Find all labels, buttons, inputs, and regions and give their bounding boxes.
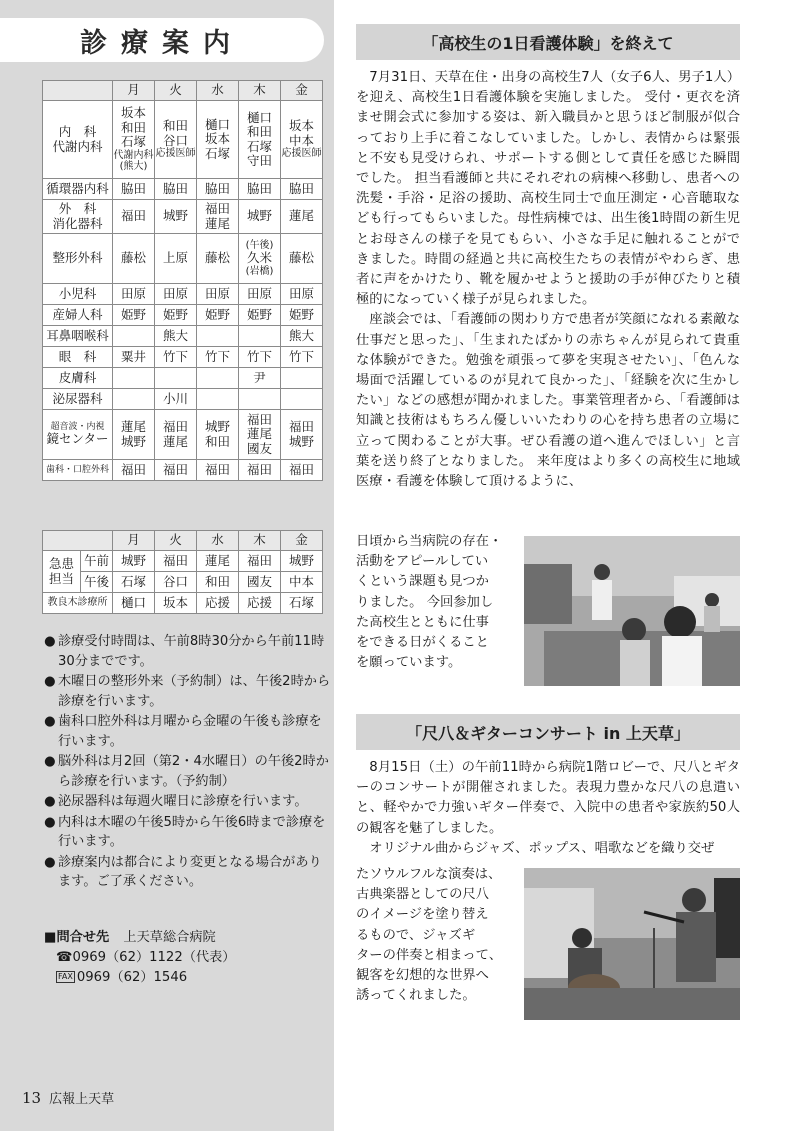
doctor-name: 福田 <box>204 201 230 217</box>
doctor-name: 福田 <box>120 208 146 224</box>
schedule-cell <box>113 200 155 234</box>
department-cell <box>43 460 113 481</box>
table-row <box>43 551 323 572</box>
doctor-name: 福田 <box>162 461 188 477</box>
section-title-bar <box>0 18 324 62</box>
schedule-cell <box>113 368 155 389</box>
table-cell: 谷口 <box>155 572 197 593</box>
department-label: 眼 科 <box>58 348 97 364</box>
publication-name: 広報上天草 <box>49 1092 115 1107</box>
note-text: 歯科口腔外科は月曜から金曜の午後も診療を行います。 <box>58 714 322 749</box>
photo-illustration <box>524 868 740 1020</box>
department-label: 鏡センター <box>46 431 109 447</box>
note-text: 木曜日の整形外来（予約制）は、午後2時から診療を行います。 <box>58 674 331 709</box>
department-label: 循環器内科 <box>46 180 109 196</box>
schedule-cell <box>239 389 281 410</box>
doctor-name: (熊大) <box>119 161 148 173</box>
schedule-cell <box>239 368 281 389</box>
doctor-name: 樋口 <box>246 109 272 125</box>
wrap-line: を願っています。 <box>356 655 462 671</box>
header-corner <box>43 81 113 101</box>
department-cell <box>43 200 113 234</box>
department-label: 超音波・内視 <box>50 422 105 433</box>
doctor-name: 坂本 <box>288 118 314 134</box>
department-cell <box>43 234 113 284</box>
article-paragraph: 座談会では、「看護師の関わり方で患者が笑顔になれる素敵な仕事だと思った」、「生まれたばかりの赤ちゃんが見られて貴重な体験ができた。勉強を頑張って夢を実現させたい」、「色んな場面で活躍しているのが見れて良かった」、「経験を次に生かしたい」などの感想が聞かれました。事業管理者から、「看護師は知識と技術はもちろん優しいいたわりの心を持ち患者の立場に立って関わることが大事。ぜひ看護の道へ進んでほしい」と言葉を送り終了となりました。 来年度はより多くの高校生に地域医療・看護を体験して頂けるように、 <box>356 312 740 490</box>
doctor-name: 和田 <box>120 119 146 135</box>
note-item <box>44 752 334 791</box>
photo-illustration <box>524 536 740 686</box>
doctor-name: 熊大 <box>162 327 188 343</box>
schedule-cell <box>281 179 323 200</box>
table-cell: 城野 <box>113 551 155 572</box>
table-row <box>43 347 323 368</box>
doctor-name: 蓮尾 <box>246 426 272 442</box>
article-paragraph: 7月31日、天草在住・出身の高校生7人（女子6人、男子1人）を迎え、高校生1日看護体験を実施しました。 受付・更衣を済ませ開会式に参加する姿は、新入職員かと思うほど制服が似合っており上手に着こなしていました。しかし、表情からは緊張と不安も見受けられ、サポートする側として責任を感じた瞬間でした。 担当看護師と共にそれぞれの病棟へ移動し、患者への洗髪・手浴・足浴の援助、高校生同士で血圧測定・心音聴取なども行ってもらいました。母性病棟では、出生後1時間の新生児とお母さんの様子を見てもらい、小さな手足に触れることができました。時間の経過と共に高校生たちの表情がやわらぎ、患者に声をかけたり、靴を履かせようと援助の手が伸びたりと積極的になっていく様子が見られました。 <box>356 70 740 308</box>
table-cell: 福田 <box>239 551 281 572</box>
note-item <box>44 672 334 711</box>
header-day: 月 <box>113 81 155 101</box>
schedule-cell <box>113 284 155 305</box>
article-title-bar <box>356 24 740 60</box>
doctor-name: 脇田 <box>204 180 230 196</box>
table-cell: 城野 <box>281 551 323 572</box>
wrap-line: をできる日がくること <box>356 635 489 651</box>
schedule-cell <box>281 368 323 389</box>
nursing-experience-photo <box>524 536 740 686</box>
doctor-name: 蓮尾 <box>204 215 230 231</box>
schedule-cell <box>155 284 197 305</box>
phone-icon: ☎ <box>56 950 73 965</box>
doctor-name: 姫野 <box>246 306 272 322</box>
table-header-row <box>43 81 323 101</box>
doctor-name: 熊大 <box>288 327 314 343</box>
note-item <box>44 712 334 751</box>
article-body <box>356 758 740 859</box>
emergency-label-line: 急患 <box>48 556 74 572</box>
doctor-name: 福田 <box>162 419 188 435</box>
table-header-row <box>43 531 323 551</box>
bullet-icon: ● <box>44 634 56 649</box>
header-day: 木 <box>239 81 281 101</box>
doctor-name: 応援医師 <box>155 148 196 160</box>
pm-label: 午後 <box>81 572 113 593</box>
contact-label: ■問合せ先 <box>44 930 110 945</box>
header-day: 火 <box>155 531 197 551</box>
doctor-name: 和田 <box>162 118 188 134</box>
table-cell: 蓮尾 <box>197 551 239 572</box>
department-label: 外 科 <box>58 201 97 217</box>
schedule-cell <box>281 347 323 368</box>
schedule-cell <box>197 284 239 305</box>
wrap-line: のイメージを塗り替え <box>356 907 489 923</box>
clinic-schedule-table <box>42 80 323 481</box>
table-row <box>43 179 323 200</box>
doctor-name: 田原 <box>120 285 146 301</box>
schedule-cell <box>281 460 323 481</box>
doctor-name: 樋口 <box>204 116 230 132</box>
doctor-name: 藤松 <box>288 250 314 266</box>
wrap-line: 誘ってくれました。 <box>356 988 476 1004</box>
schedule-cell <box>197 368 239 389</box>
doctor-name: 國友 <box>246 440 272 456</box>
schedule-cell <box>155 460 197 481</box>
schedule-cell <box>239 460 281 481</box>
header-corner <box>43 531 113 551</box>
bullet-icon: ● <box>44 674 56 689</box>
doctor-name: 応援医師 <box>281 148 322 160</box>
doctor-name: 竹下 <box>288 348 314 364</box>
article-body <box>356 68 740 492</box>
department-cell <box>43 368 113 389</box>
table-row <box>43 368 323 389</box>
schedule-cell <box>281 234 323 284</box>
doctor-name: 脇田 <box>120 180 146 196</box>
schedule-cell <box>155 305 197 326</box>
schedule-cell <box>113 179 155 200</box>
department-cell <box>43 101 113 179</box>
article-wrap-text <box>356 532 520 673</box>
table-cell: 石塚 <box>281 593 323 614</box>
schedule-cell <box>113 460 155 481</box>
department-label: 代謝内科 <box>52 138 103 154</box>
contact-org: 上天草総合病院 <box>123 930 216 945</box>
header-day: 金 <box>281 81 323 101</box>
schedule-cell <box>197 101 239 179</box>
schedule-cell <box>155 347 197 368</box>
schedule-cell <box>239 326 281 347</box>
schedule-cell <box>281 326 323 347</box>
schedule-cell <box>281 284 323 305</box>
schedule-cell <box>281 200 323 234</box>
doctor-name: 竹下 <box>204 348 230 364</box>
department-label: 消化器科 <box>52 215 103 231</box>
table-cell: 応援 <box>197 593 239 614</box>
table-row <box>43 305 323 326</box>
doctor-name: 姫野 <box>204 306 230 322</box>
table-row <box>43 460 323 481</box>
note-text: 脳外科は月2回（第2・4水曜日）の午後2時から診療を行います。（予約制） <box>58 754 329 789</box>
section-title: 診療案内 <box>80 27 244 59</box>
department-label: 内 科 <box>58 124 97 140</box>
am-label: 午前 <box>81 551 113 572</box>
department-cell <box>43 284 113 305</box>
table-row <box>43 200 323 234</box>
emergency-label-line: 担当 <box>48 570 74 586</box>
note-item <box>44 853 334 892</box>
doctor-name: 田原 <box>246 285 272 301</box>
page-number: 13 <box>22 1089 42 1107</box>
doctor-name: 石塚 <box>246 138 272 154</box>
doctor-name: 藤松 <box>204 250 230 266</box>
doctor-name: 蓮尾 <box>120 419 146 435</box>
schedule-cell <box>155 179 197 200</box>
doctor-name: 姫野 <box>162 306 188 322</box>
article-title: 「尺八＆ギターコンサート in 上天草」 <box>406 723 690 743</box>
emergency-schedule-table <box>42 530 323 614</box>
table-row <box>43 389 323 410</box>
doctor-name: 田原 <box>288 285 314 301</box>
bullet-icon: ● <box>44 794 56 809</box>
table-row <box>43 410 323 460</box>
department-label: 整形外科 <box>52 250 103 266</box>
bullet-icon: ● <box>44 714 56 729</box>
doctor-name: 脇田 <box>246 180 272 196</box>
doctor-name: 守田 <box>246 152 272 168</box>
contact-tel: 0969（62）1122（代表） <box>72 950 236 965</box>
doctor-name: 上原 <box>162 250 188 266</box>
schedule-cell <box>113 101 155 179</box>
department-label: 耳鼻咽喉科 <box>46 327 109 343</box>
table-cell: 樋口 <box>113 593 155 614</box>
bullet-icon: ● <box>44 854 56 870</box>
schedule-cell <box>239 200 281 234</box>
doctor-name: 福田 <box>246 411 272 427</box>
doctor-name: 福田 <box>204 461 230 477</box>
doctor-name: 中本 <box>288 132 314 148</box>
schedule-cell <box>239 410 281 460</box>
wrap-line: 観客を幻想的な世界へ <box>356 968 489 984</box>
note-item <box>44 813 334 852</box>
schedule-cell <box>197 200 239 234</box>
doctor-name: 福田 <box>246 461 272 477</box>
doctor-name: 尹 <box>253 369 266 385</box>
schedule-cell <box>197 389 239 410</box>
table-row <box>43 234 323 284</box>
bullet-icon: ● <box>44 754 56 769</box>
schedule-cell <box>155 410 197 460</box>
schedule-cell <box>239 101 281 179</box>
doctor-name: 石塚 <box>120 134 146 150</box>
doctor-name: 坂本 <box>120 105 146 121</box>
schedule-cell <box>197 460 239 481</box>
wrap-line: 活動をアピールしてい <box>356 554 489 570</box>
table-row <box>43 101 323 179</box>
schedule-cell <box>239 305 281 326</box>
header-day: 水 <box>197 531 239 551</box>
notes-list <box>44 632 334 893</box>
article-title: 「高校生の1日看護体験」を終えて <box>422 33 674 53</box>
department-cell <box>43 326 113 347</box>
doctor-name: 城野 <box>246 208 272 224</box>
doctor-name: 福田 <box>120 461 146 477</box>
schedule-cell <box>281 389 323 410</box>
schedule-cell <box>113 347 155 368</box>
note-text: 泌尿器科は毎週火曜日に診療を行います。 <box>58 794 308 809</box>
wrap-line: た高校生とともに仕事 <box>356 614 489 630</box>
schedule-cell <box>113 305 155 326</box>
emergency-label <box>43 551 81 593</box>
schedule-cell <box>239 179 281 200</box>
table-row <box>43 284 323 305</box>
wrap-line: ターの伴奏と相まって、 <box>356 947 502 963</box>
table-cell: 和田 <box>197 572 239 593</box>
schedule-cell <box>239 284 281 305</box>
wrap-line: りました。 今回参加し <box>356 594 494 610</box>
schedule-cell <box>155 200 197 234</box>
doctor-name: 和田 <box>246 124 272 140</box>
table-row <box>43 326 323 347</box>
table-row <box>43 593 323 614</box>
doctor-name: 城野 <box>120 433 146 449</box>
schedule-cell <box>197 326 239 347</box>
contact-fax: 0969（62）1546 <box>76 970 188 985</box>
note-text: 診療案内は都合により変更となる場合があります。ご了承ください。 <box>58 854 322 889</box>
doctor-name: 脇田 <box>288 180 314 196</box>
department-label: 産婦人科 <box>52 306 103 322</box>
department-cell <box>43 410 113 460</box>
schedule-cell <box>155 234 197 284</box>
doctor-name: 小川 <box>162 390 188 406</box>
header-day: 火 <box>155 81 197 101</box>
department-cell <box>43 305 113 326</box>
doctor-name: 粟井 <box>120 348 146 364</box>
note-text: 診療受付時間は、午前8時30分から午前11時30分までです。 <box>58 634 325 669</box>
schedule-cell <box>155 389 197 410</box>
wrap-line: たソウルフルな演奏は、 <box>356 867 502 882</box>
contact-block <box>44 928 235 988</box>
doctor-name: 田原 <box>204 285 230 301</box>
table-cell: 福田 <box>155 551 197 572</box>
department-cell <box>43 179 113 200</box>
note-item <box>44 792 334 812</box>
schedule-cell <box>197 234 239 284</box>
doctor-name: 城野 <box>162 208 188 224</box>
doctor-name: 石塚 <box>204 145 230 161</box>
doctor-name: 福田 <box>288 419 314 435</box>
doctor-name: 坂本 <box>204 131 230 147</box>
doctor-name: (岩橋) <box>245 265 274 277</box>
schedule-cell <box>239 347 281 368</box>
article-paragraph: 8月15日（土）の午前11時から病院1階ロビーで、尺八とギターのコンサートが開催されました。表現力豊かな尺八の息遣いと、軽やかで力強いギター伴奏で、入院中の患者や家族約50人の観客を魅了しました。 <box>356 760 740 836</box>
schedule-cell <box>113 389 155 410</box>
table-row <box>43 572 323 593</box>
article-title-bar <box>356 714 740 750</box>
header-day: 木 <box>239 531 281 551</box>
wrap-line: 日頃から当病院の存在・ <box>356 534 503 549</box>
header-day: 水 <box>197 81 239 101</box>
schedule-cell <box>281 410 323 460</box>
table-cell: 応援 <box>239 593 281 614</box>
doctor-name: 姫野 <box>288 306 314 322</box>
table-cell: 國友 <box>239 572 281 593</box>
table-cell: 坂本 <box>155 593 197 614</box>
article-wrap-text <box>356 865 520 1006</box>
department-label: 皮膚科 <box>58 369 97 385</box>
schedule-cell <box>155 368 197 389</box>
department-label: 泌尿器科 <box>52 390 103 406</box>
table-cell: 中本 <box>281 572 323 593</box>
wrap-line: くという課題も見つか <box>356 574 489 590</box>
schedule-cell <box>281 305 323 326</box>
doctor-name: 谷口 <box>162 132 188 148</box>
schedule-cell <box>113 410 155 460</box>
schedule-cell <box>197 410 239 460</box>
schedule-cell <box>197 179 239 200</box>
doctor-name: 蓮尾 <box>288 208 314 224</box>
table-cell: 石塚 <box>113 572 155 593</box>
department-label: 歯科・口腔外科 <box>45 464 109 475</box>
schedule-cell <box>239 234 281 284</box>
header-day: 月 <box>113 531 155 551</box>
schedule-cell <box>197 347 239 368</box>
doctor-name: 竹下 <box>246 348 272 364</box>
doctor-name: 久米 <box>246 250 272 266</box>
header-day: 金 <box>281 531 323 551</box>
doctor-name: 福田 <box>288 461 314 477</box>
schedule-cell <box>155 326 197 347</box>
schedule-cell <box>113 234 155 284</box>
wrap-line: るもので、ジャズギ <box>356 927 476 943</box>
doctor-name: 姫野 <box>120 306 146 322</box>
wrap-line: 古典楽器としての尺八 <box>356 887 489 903</box>
schedule-cell <box>113 326 155 347</box>
page-footer <box>22 1088 114 1107</box>
note-item <box>44 632 334 671</box>
doctor-name: 城野 <box>288 433 314 449</box>
doctor-name: 田原 <box>162 285 188 301</box>
doctor-name: 藤松 <box>120 250 146 266</box>
schedule-cell <box>281 101 323 179</box>
doctor-name: 和田 <box>204 433 230 449</box>
concert-photo <box>524 868 740 1020</box>
doctor-name: 脇田 <box>162 180 188 196</box>
department-cell <box>43 389 113 410</box>
department-cell <box>43 347 113 368</box>
article-paragraph: オリジナル曲からジャズ、ポップス、唱歌などを織り交ぜ <box>369 840 715 856</box>
department-label: 小児科 <box>58 285 97 301</box>
schedule-cell <box>197 305 239 326</box>
schedule-cell <box>155 101 197 179</box>
doctor-name: 代謝内科 <box>113 149 154 161</box>
doctor-name: 蓮尾 <box>162 433 188 449</box>
note-text: 内科は木曜の午後5時から午後6時まで診療を行います。 <box>58 814 326 849</box>
doctor-name: 城野 <box>204 419 230 435</box>
fax-icon: FAX <box>58 972 73 981</box>
doctor-name: 竹下 <box>162 348 188 364</box>
bullet-icon: ● <box>44 814 56 830</box>
doctor-name: (午後) <box>245 239 274 251</box>
clinic-label: 教良木診療所 <box>43 593 113 614</box>
